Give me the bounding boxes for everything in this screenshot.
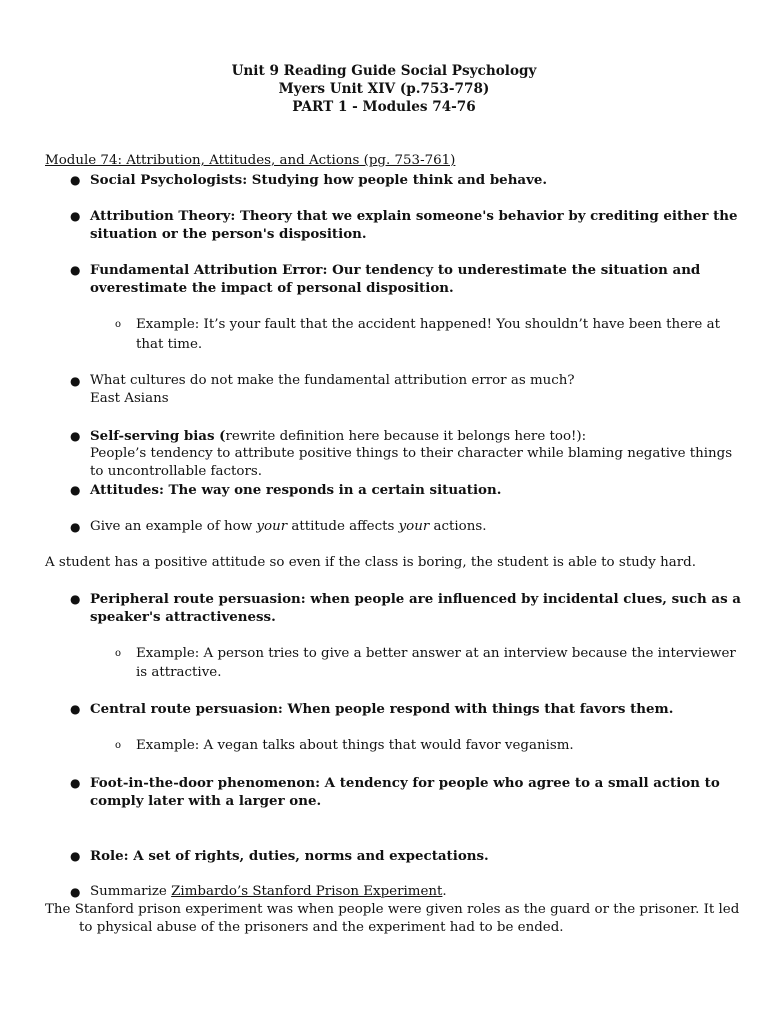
cultures-answer: East Asians [90,391,169,406]
item-fae-line2: overestimate the impact of personal disposition. [90,280,454,296]
item-central-route: Central route persuasion: When people respond with things that favors them. [90,701,674,717]
peripheral-example-line2: is attractive. [136,665,222,680]
sub-bullet-icon: o [115,648,122,659]
sub-bullet-icon: o [115,740,122,751]
module-heading: Module 74: Attribution, Attitudes, and Actions (pg. 753-761) [45,153,456,168]
ssb-definition-line2: to uncontrollable factors. [90,464,262,479]
ssb-term: Self-serving bias ( [90,428,226,444]
item-peripheral-line1: Peripheral route persuasion: when people are influenced by incidental clues, such as a [90,591,741,607]
bullet-icon: ● [70,849,81,863]
summarize-suffix: . [442,884,447,899]
summarize-prompt [90,883,447,901]
bullet-icon: ● [70,885,81,899]
header-subtitle: Myers Unit XIV (p.753-778) [278,81,490,97]
attitude-question-emphasis: your [398,519,430,534]
bullet-icon: ● [70,209,81,223]
central-example: Example: A vegan talks about things that would favor veganism. [136,738,574,753]
attitude-question-part: Give an example of how [90,519,257,534]
item-attitudes: Attitudes: The way one responds in a certain situation. [90,482,502,498]
item-fitd-line1: Foot-in-the-door phenomenon: A tendency for people who agree to a small action to [90,775,720,791]
fae-example-line2: that time. [136,337,203,352]
stanford-answer-line1: The Stanford prison experiment was when people were given roles as the guard or the prisoner. It led [45,902,740,917]
item-fae-line1: Fundamental Attribution Error: Our tendency to underestimate the situation and [90,262,701,278]
item-fitd-line2: comply later with a larger one. [90,793,322,809]
item-attribution-theory-line2: situation or the person's disposition. [90,226,367,242]
bullet-icon: ● [70,776,81,790]
sub-bullet-icon: o [115,319,122,330]
attitude-question-emphasis: your [256,519,288,534]
stanford-answer-line2: to physical abuse of the prisoners and the experiment had to be ended. [79,920,564,935]
fae-example-line1: Example: It’s your fault that the accident happened! You shouldn’t have been there at [136,317,720,332]
header-title: Unit 9 Reading Guide Social Psychology [231,63,537,79]
item-self-serving-bias [90,427,586,446]
item-social-psychologists: Social Psychologists: Studying how people think and behave. [90,172,548,188]
bullet-icon: ● [70,263,81,277]
attitude-answer: A student has a positive attitude so even if the class is boring, the student is able to study hard. [45,555,696,570]
summarize-prefix: Summarize [90,884,172,899]
bullet-icon: ● [70,173,81,187]
header-part: PART 1 - Modules 74-76 [292,99,476,115]
attitude-question-part: actions. [429,519,487,534]
zimbardo-experiment-link[interactable]: Zimbardo’s Stanford Prison Experiment [171,884,443,899]
bullet-icon: ● [70,592,81,606]
item-attribution-theory-line1: Attribution Theory: Theory that we explain someone's behavior by crediting either the [90,208,738,224]
bullet-icon: ● [70,483,81,497]
ssb-definition-line1: People’s tendency to attribute positive things to their character while blaming negative things [90,446,733,461]
peripheral-example-line1: Example: A person tries to give a better answer at an interview because the interviewer [136,646,736,661]
bullet-icon: ● [70,520,81,534]
bullet-icon: ● [70,702,81,716]
attitude-question [90,518,486,536]
item-role: Role: A set of rights, duties, norms and expectations. [90,848,489,864]
attitude-question-part: attitude affects [287,519,399,534]
item-peripheral-line2: speaker's attractiveness. [90,609,276,625]
cultures-question: What cultures do not make the fundamental attribution error as much? [90,373,575,388]
ssb-instruction: rewrite definition here because it belongs here too!): [225,429,587,444]
bullet-icon: ● [70,374,81,388]
bullet-icon: ● [70,429,81,443]
